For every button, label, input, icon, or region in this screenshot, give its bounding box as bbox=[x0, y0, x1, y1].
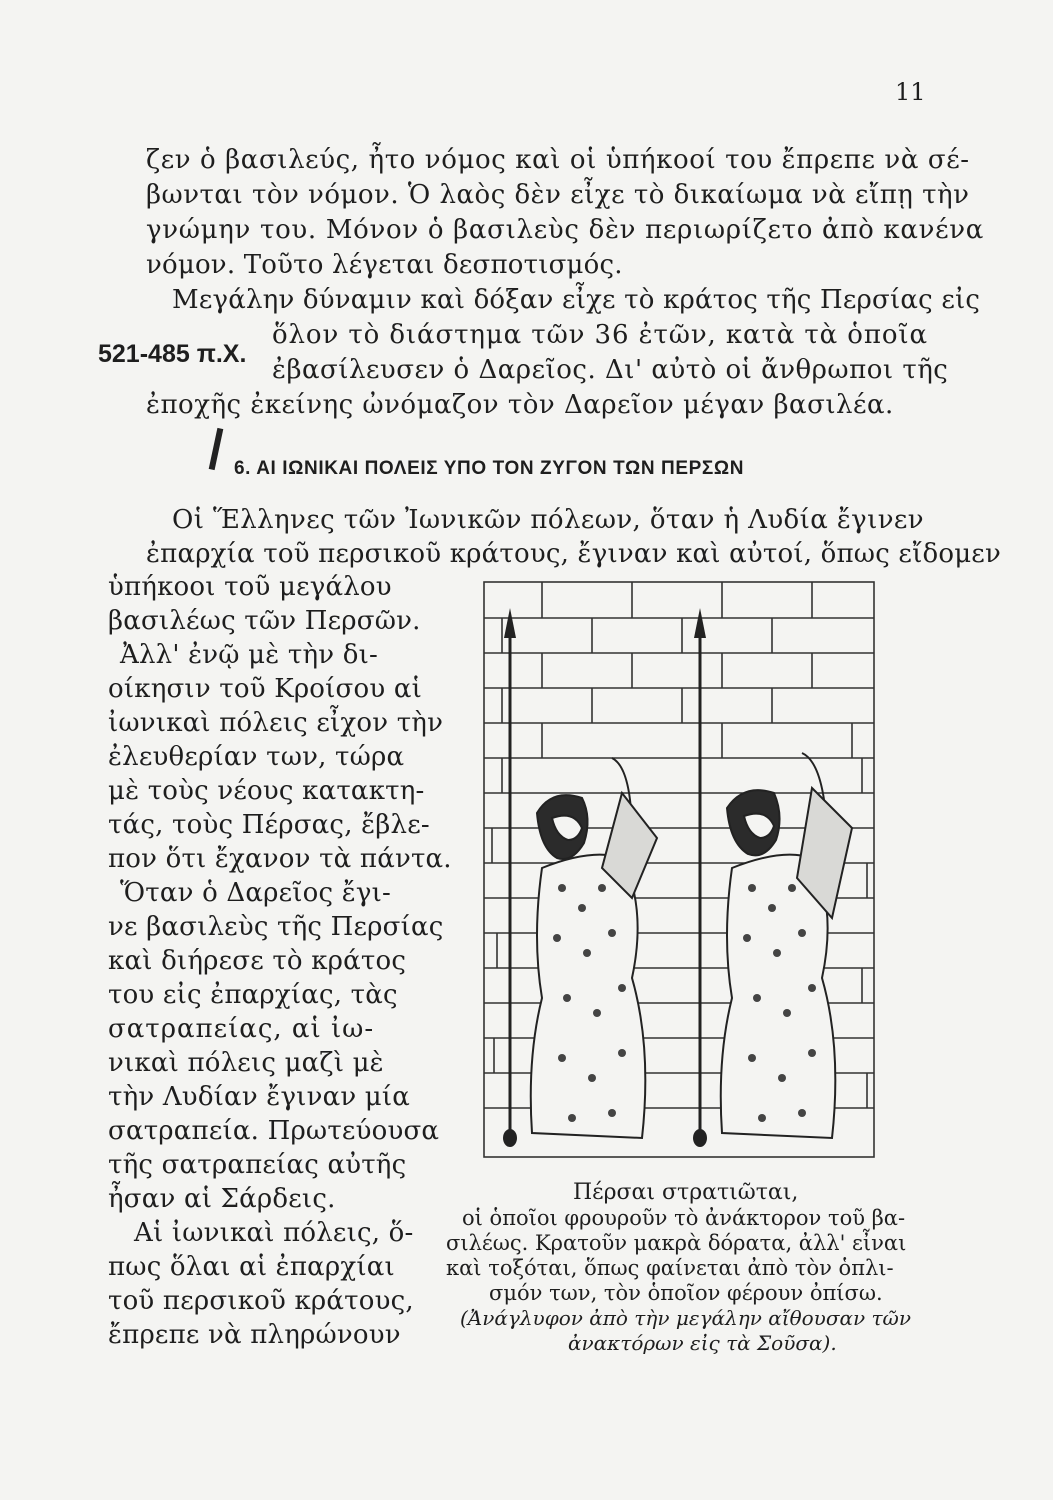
text-line: βωνται τὸν νόμον. Ὁ λαὸς δὲν εἶχε τὸ δικαίωμα νὰ εἴπῃ τὴν bbox=[146, 180, 970, 210]
text-line: νε βασιλεὺς τῆς Περσίας bbox=[108, 912, 444, 942]
text-line: καὶ διήρεσε τὸ κράτος bbox=[108, 946, 407, 976]
text-line: τάς, τοὺς Πέρσας, ἔβλε- bbox=[108, 810, 430, 840]
text-line: Αἱ ἰωνικαὶ πόλεις, ὅ- bbox=[134, 1218, 414, 1248]
text-line: νικαὶ πόλεις μαζὶ μὲ bbox=[108, 1048, 384, 1078]
text-line: μὲ τοὺς νέους κατακτη- bbox=[108, 776, 425, 806]
text-line: ἔπρεπε νὰ πληρώνουν bbox=[108, 1320, 401, 1350]
text-line: Ὅταν ὁ Δαρεῖος ἔγι- bbox=[120, 878, 392, 908]
text-line: πως ὅλαι αἱ ἐπαρχίαι bbox=[108, 1252, 395, 1282]
text-line: τὴν Λυδίαν ἔγιναν μία bbox=[108, 1082, 411, 1112]
text-line: οίκησιν τοῦ Κροίσου αἱ bbox=[108, 674, 422, 704]
text-line: γνώμην του. Μόνον ὁ βασιλεὺς δὲν περιωρίζετο ἀπὸ κανένα bbox=[146, 215, 985, 245]
text-line: νόμον. Τοῦτο λέγεται δεσποτισμός. bbox=[146, 250, 623, 280]
text-line: ἐποχῆς ἐκείνης ὠνόμαζον τὸν Δαρεῖον μέγαν βασιλέα. bbox=[146, 390, 894, 420]
text-line: ἐλευθερίαν των, τώρα bbox=[108, 742, 405, 772]
text-line: τῆς σατραπείας αὐτῆς bbox=[108, 1150, 407, 1180]
page-number: 11 bbox=[895, 78, 926, 106]
caption-source: (Ἀνάγλυφον ἀπὸ τὴν μεγάλην αἴθουσαν τῶν bbox=[460, 1306, 912, 1330]
text-line: Ἀλλ' ἐνῷ μὲ τὴν δι- bbox=[120, 640, 378, 670]
caption-source: ἀνακτόρων εἰς τὰ Σοῦσα). bbox=[568, 1331, 837, 1355]
text-line: σατραπείας, αἱ ἰω- bbox=[108, 1014, 375, 1044]
text-line: ἰωνικαὶ πόλεις εἶχον τὴν bbox=[108, 708, 444, 738]
persian-soldiers-illustration bbox=[482, 578, 877, 1163]
text-line: ἦσαν αἱ Σάρδεις. bbox=[108, 1184, 336, 1214]
caption-line: σιλέως. Κρατοῦν μακρὰ δόρατα, ἀλλ' εἶναι bbox=[446, 1231, 907, 1255]
section-mark bbox=[209, 428, 224, 470]
text-line: σατραπεία. Πρωτεύουσα bbox=[108, 1116, 440, 1146]
caption-line: καὶ τοξόται, ὅπως φαίνεται ἀπὸ τὸν ὁπλι- bbox=[446, 1256, 894, 1280]
text-line: ἐπαρχία τοῦ περσικοῦ κράτους, ἔγιναν καὶ αὐτοί, ὅπως εἴδομεν bbox=[146, 539, 1001, 569]
text-line: Μεγάλην δύναμιν καὶ δόξαν εἶχε τὸ κράτος τῆς Περσίας εἰς bbox=[172, 285, 981, 315]
margin-date: 521-485 π.Χ. bbox=[98, 340, 247, 368]
text-line: ὑπήκοοι τοῦ μεγάλου bbox=[108, 572, 392, 602]
caption-line: οἱ ὁποῖοι φρουροῦν τὸ ἀνάκτορον τοῦ βα- bbox=[462, 1206, 906, 1230]
text-line: Οἱ Ἕλληνες τῶν Ἰωνικῶν πόλεων, ὅταν ἡ Λυδία ἔγινεν bbox=[172, 505, 924, 535]
text-line: πον ὅτι ἔχανον τὰ πάντα. bbox=[108, 844, 452, 874]
section-heading: 6. ΑΙ ΙΩΝΙΚΑΙ ΠΟΛΕΙΣ ΥΠΟ ΤΟΝ ΖΥΓΟΝ ΤΩΝ ΠΕΡΣΩΝ bbox=[234, 458, 745, 479]
text-line: τοῦ περσικοῦ κράτους, bbox=[108, 1286, 414, 1316]
text-line: ἐβασίλευσεν ὁ Δαρεῖος. Δι' αὐτὸ οἱ ἄνθρωποι τῆς bbox=[272, 355, 949, 385]
caption-line: σμόν των, τὸν ὁποῖον φέρουν ὀπίσω. bbox=[489, 1281, 883, 1305]
text-line: του εἰς ἐπαρχίας, τὰς bbox=[108, 980, 398, 1010]
text-line: ὅλον τὸ διάστημα τῶν 36 ἐτῶν, κατὰ τὰ ὁποῖα bbox=[272, 320, 928, 350]
text-line: ζεν ὁ βασιλεύς, ἦτο νόμος καὶ οἱ ὑπήκοοί του ἔπρεπε νὰ σέ- bbox=[146, 145, 970, 175]
caption-title: Πέρσαι στρατιῶται, bbox=[573, 1180, 799, 1205]
text-line: βασιλέως τῶν Περσῶν. bbox=[108, 606, 421, 636]
